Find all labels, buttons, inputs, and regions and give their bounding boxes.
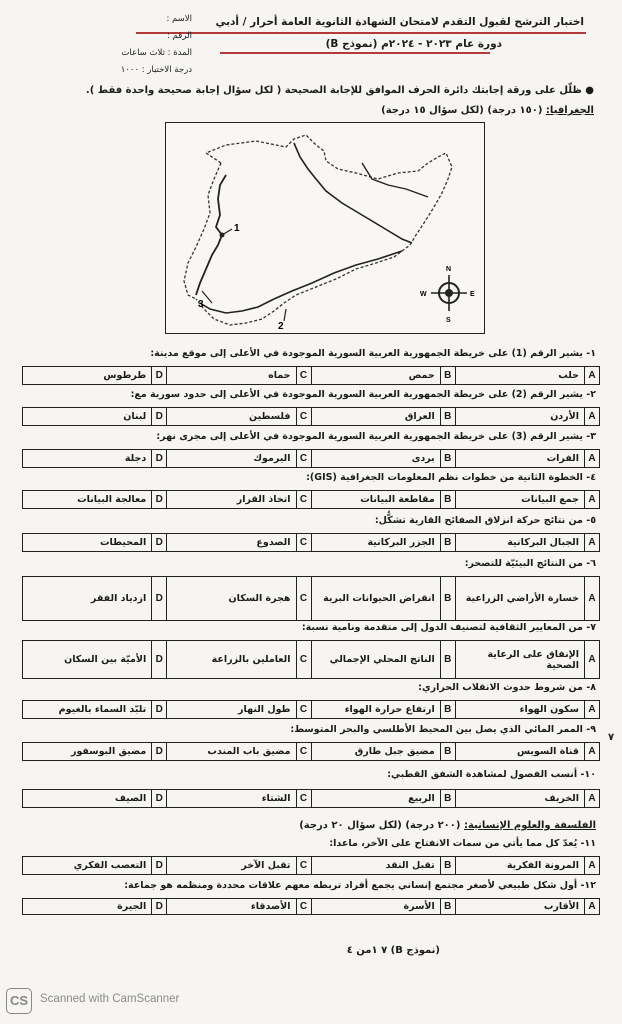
question-stem: ٥- من نتائج حركة انزلاق الصفائح القارية تشكُّل: — [374, 515, 596, 526]
field-grade: درجة الاختبار : ١٠٠٠ — [120, 65, 192, 75]
option-text: خسارة الأراضي الزراعية — [455, 577, 584, 621]
question-stem: ١- يشير الرقم (1) على خريطة الجمهورية العربية السورية الموجودة في الأعلى إلى موقع مدينة: — [150, 348, 596, 359]
map-label-2: 2 — [278, 321, 284, 332]
map-label-3: 3 — [198, 299, 204, 310]
option-letter-b: B — [440, 367, 455, 385]
option-text: الربيع — [311, 790, 440, 808]
option-letter-a: A — [585, 899, 600, 915]
option-text: العراق — [311, 408, 440, 426]
option-text: اليرموك — [167, 450, 296, 468]
options-table — [22, 856, 600, 875]
option-text: سكون الهواء — [455, 701, 584, 719]
options-row — [23, 857, 600, 875]
option-letter-c: C — [296, 790, 311, 808]
options-table — [22, 366, 600, 385]
option-letter-c: C — [296, 450, 311, 468]
exam-title: اختبار الترشح لقبول التقدم لامتحان الشهادة الثانوية العامة أحرار / أدبي — [215, 16, 584, 28]
option-letter-b: B — [440, 408, 455, 426]
option-letter-b: B — [440, 450, 455, 468]
options-row — [23, 899, 600, 915]
section-philosophy — [176, 820, 596, 831]
option-text: فلسطين — [167, 408, 296, 426]
option-letter-a: A — [585, 641, 600, 679]
option-text: الصيف — [23, 790, 152, 808]
option-letter-c: C — [296, 743, 311, 761]
option-text: الإنفاق على الرعاية الصحية — [455, 641, 584, 679]
option-letter-d: D — [152, 743, 167, 761]
options-table — [22, 533, 600, 552]
option-text: الجيرة — [23, 899, 152, 915]
options-row — [23, 641, 600, 679]
option-letter-d: D — [152, 534, 167, 552]
option-letter-b: B — [440, 641, 455, 679]
option-letter-d: D — [152, 701, 167, 719]
option-text: انقراض الحيوانات البرية — [311, 577, 440, 621]
option-letter-b: B — [440, 899, 455, 915]
options-row — [23, 743, 600, 761]
option-letter-d: D — [152, 450, 167, 468]
option-text: هجرة السكان — [167, 577, 296, 621]
compass-w: W — [420, 291, 427, 298]
option-letter-b: B — [440, 577, 455, 621]
option-letter-b: B — [440, 743, 455, 761]
syria-map — [165, 122, 485, 334]
option-text: اتخاذ القرار — [167, 491, 296, 509]
option-letter-a: A — [585, 534, 600, 552]
option-text: الأردن — [455, 408, 584, 426]
options-table — [22, 449, 600, 468]
option-text: الأصدقاء — [167, 899, 296, 915]
option-letter-c: C — [296, 577, 311, 621]
options-table — [22, 700, 600, 719]
options-row — [23, 450, 600, 468]
option-letter-c: C — [296, 701, 311, 719]
section-name: الفلسفة والعلوم الإنسانية: — [463, 820, 596, 831]
compass-s: S — [446, 317, 451, 324]
option-letter-d: D — [152, 899, 167, 915]
exam-subtitle: دورة عام ٢٠٢٣ - ٢٠٢٤م (نموذج B) — [325, 38, 502, 50]
map-border-south — [200, 251, 402, 313]
option-text: حماه — [167, 367, 296, 385]
question-stem: ١١- يُعدّ كل مما يأتي من سمات الانفتاح على الآخر، ماعدا: — [329, 838, 596, 849]
page-footer: (نموذج B) ٧ ١من ٤ — [346, 945, 440, 956]
section-name: الجغرافيا: — [545, 105, 594, 116]
option-text: الفرات — [455, 450, 584, 468]
option-letter-c: C — [296, 641, 311, 679]
option-text: طول النهار — [167, 701, 296, 719]
question-stem: ٨- من شروط حدوث الانقلاب الحراري: — [418, 682, 596, 693]
camscanner-watermark — [6, 988, 246, 1016]
option-text: مقاطعة البيانات — [311, 491, 440, 509]
field-number: الرقم : — [167, 31, 192, 41]
option-text: الأسرة — [311, 899, 440, 915]
options-row — [23, 491, 600, 509]
question-stem: ٧- من المعايير الثقافية لتصنيف الدول إلى متقدمة ونامية نسبة: — [301, 622, 596, 633]
option-text: الأقارب — [455, 899, 584, 915]
options-row — [23, 701, 600, 719]
field-name: الاسم : — [166, 14, 192, 24]
options-table — [22, 407, 600, 426]
option-text: تقبل النقد — [311, 857, 440, 875]
option-text: مضيق جبل طارق — [311, 743, 440, 761]
option-text: حمص — [311, 367, 440, 385]
options-row — [23, 408, 600, 426]
option-letter-a: A — [585, 577, 600, 621]
margin-mark: ٧ — [608, 732, 615, 743]
option-text: الخريف — [455, 790, 584, 808]
option-letter-d: D — [152, 577, 167, 621]
option-text: معالجة البيانات — [23, 491, 152, 509]
option-text: الجبال البركانية — [455, 534, 584, 552]
option-text: طرطوس — [23, 367, 152, 385]
question-stem: ٤- الخطوة الثانية من خطوات نظم المعلومات الجغرافية (GIS): — [306, 472, 596, 483]
options-table — [22, 898, 600, 915]
option-letter-a: A — [585, 491, 600, 509]
option-letter-d: D — [152, 857, 167, 875]
option-letter-a: A — [585, 367, 600, 385]
option-letter-a: A — [585, 790, 600, 808]
camscanner-logo-icon: CS — [6, 988, 32, 1014]
options-row — [23, 577, 600, 621]
option-text: ازدياد الفقر — [23, 577, 152, 621]
option-letter-a: A — [585, 857, 600, 875]
option-text: مضيق البوسفور — [23, 743, 152, 761]
option-text: الصدوع — [167, 534, 296, 552]
map-marker-line — [222, 229, 232, 235]
option-letter-b: B — [440, 701, 455, 719]
subtitle-underline — [220, 52, 490, 54]
option-letter-c: C — [296, 899, 311, 915]
option-letter-d: D — [152, 491, 167, 509]
options-table — [22, 789, 600, 808]
option-letter-c: C — [296, 367, 311, 385]
option-text: مضيق باب المندب — [167, 743, 296, 761]
option-letter-a: A — [585, 743, 600, 761]
map-marker-line — [284, 309, 286, 321]
option-text: التعصب الفكري — [23, 857, 152, 875]
option-text: المرونة الفكرية — [455, 857, 584, 875]
option-letter-a: A — [585, 408, 600, 426]
option-text: جمع البيانات — [455, 491, 584, 509]
option-letter-d: D — [152, 408, 167, 426]
option-text: حلب — [455, 367, 584, 385]
question-stem: ٢- يشير الرقم (2) على خريطة الجمهورية العربية السورية الموجودة في الأعلى إلى حدود سورية مع: — [130, 389, 596, 400]
map-river-euphrates — [294, 143, 412, 243]
section-points: (٢٠٠ درجة) (لكل سؤال ٢٠ درجة) — [299, 820, 461, 831]
option-letter-a: A — [585, 701, 600, 719]
option-letter-a: A — [585, 450, 600, 468]
compass-n: N — [446, 266, 452, 273]
option-text: الناتج المحلي الإجمالي — [311, 641, 440, 679]
section-points: (١٥٠ درجة) (لكل سؤال ١٥ درجة) — [381, 105, 543, 116]
options-table — [22, 576, 600, 621]
question-stem: ٩- الممر المائي الذي يصل بين المحيط الأطلسي والبحر المتوسط: — [290, 724, 596, 735]
instruction — [34, 85, 594, 96]
question-stem: ٦- من النتائج البيئيّة للتصحر: — [464, 558, 596, 569]
watermark-text: Scanned with CamScanner — [40, 993, 180, 1005]
option-text: الأميّة بين السكان — [23, 641, 152, 679]
option-letter-c: C — [296, 408, 311, 426]
option-text: بردى — [311, 450, 440, 468]
title-underline — [136, 32, 586, 34]
options-table — [22, 640, 600, 679]
question-stem: ٣- يشير الرقم (3) على خريطة الجمهورية العربية السورية الموجودة في الأعلى إلى مجرى نهر: — [156, 431, 596, 442]
option-letter-b: B — [440, 790, 455, 808]
option-letter-b: B — [440, 491, 455, 509]
bullet-icon: ● — [581, 85, 594, 96]
question-stem: ١٢- أول شكل طبيعي لأصغر مجتمع إنساني يجمع أفراد تربطه معهم علاقات محددة ومنظمه هو جماعة: — [124, 880, 596, 891]
option-text: العاملين بالزراعة — [167, 641, 296, 679]
field-duration: المدة : ثلاث ساعات — [121, 48, 192, 58]
option-text: الجزر البركانية — [311, 534, 440, 552]
options-row — [23, 534, 600, 552]
question-stem: ١٠- أنسب الفصول لمشاهدة الشفق القطبي: — [387, 769, 596, 780]
option-letter-b: B — [440, 857, 455, 875]
map-drawing — [166, 123, 483, 332]
option-text: تقبل الآخر — [167, 857, 296, 875]
options-table — [22, 490, 600, 509]
compass-e: E — [470, 291, 475, 298]
options-row — [23, 790, 600, 808]
option-text: دجلة — [23, 450, 152, 468]
option-text: ارتفاع حرارة الهواء — [311, 701, 440, 719]
option-letter-d: D — [152, 790, 167, 808]
section-geography — [174, 105, 594, 116]
options-row — [23, 367, 600, 385]
option-letter-c: C — [296, 857, 311, 875]
option-text: لبنان — [23, 408, 152, 426]
option-letter-d: D — [152, 641, 167, 679]
option-letter-d: D — [152, 367, 167, 385]
option-letter-b: B — [440, 534, 455, 552]
option-letter-c: C — [296, 491, 311, 509]
option-text: تلبّد السماء بالغيوم — [23, 701, 152, 719]
map-label-1: 1 — [234, 223, 240, 234]
instruction-text: ظلّل على ورقة إجابتك دائرة الحرف الموافق للإجابة الصحيحة ( لكل سؤال إجابة صحيحة واحدة فقط ). — [85, 85, 582, 96]
option-letter-c: C — [296, 534, 311, 552]
option-text: المحيطات — [23, 534, 152, 552]
map-river-north — [362, 163, 428, 197]
compass-icon — [420, 266, 475, 324]
options-table — [22, 742, 600, 761]
option-text: قناة السويس — [455, 743, 584, 761]
option-text: الشتاء — [167, 790, 296, 808]
